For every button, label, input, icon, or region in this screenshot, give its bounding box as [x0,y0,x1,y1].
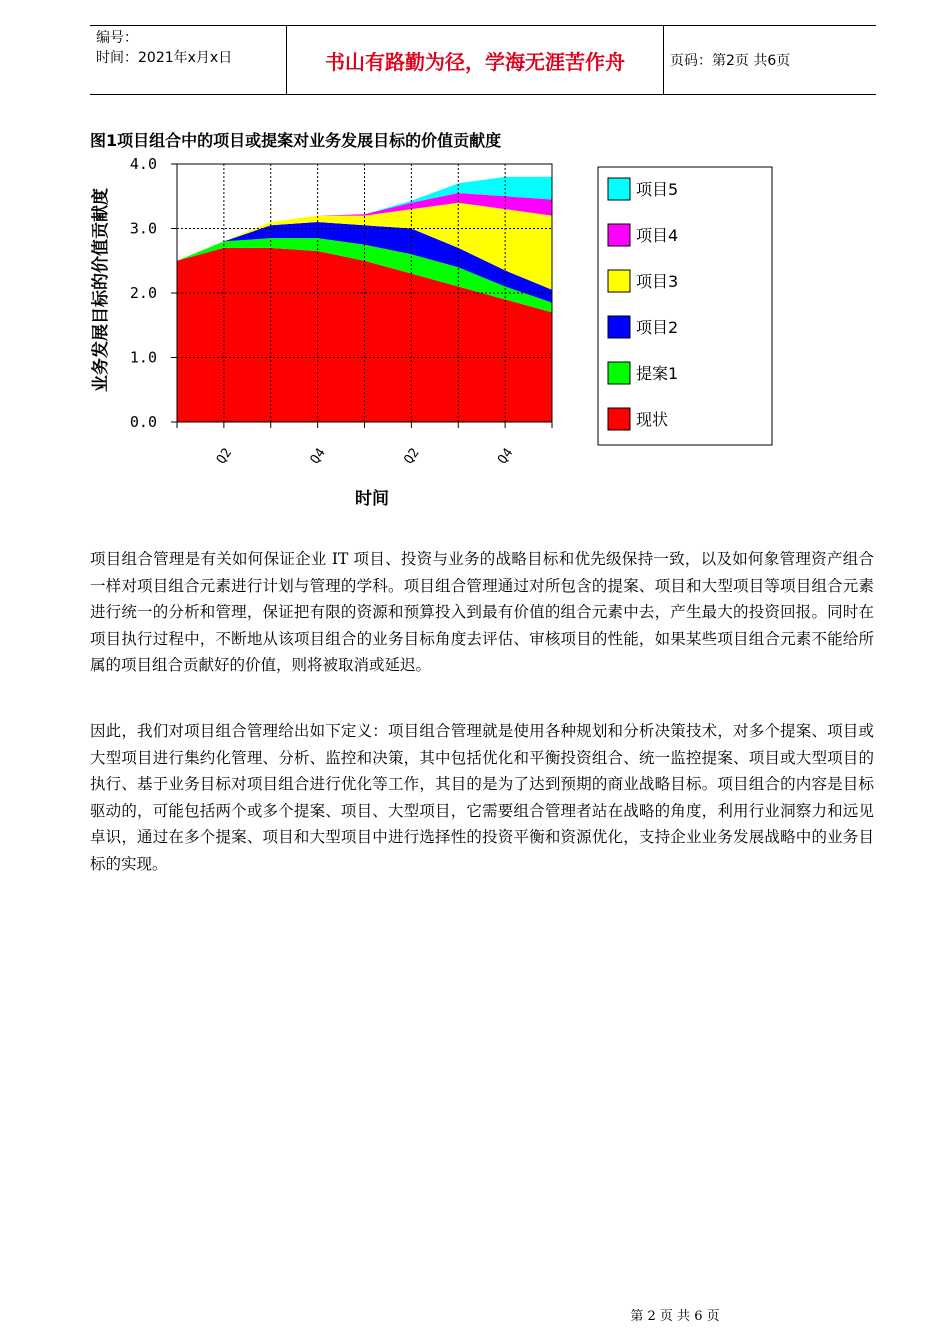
y-tick-label: 4.0 [129,155,157,173]
x-tick-label: Q2 [401,445,423,468]
legend-swatch [608,178,630,200]
x-tick-label: Q4 [495,445,517,468]
y-tick-label: 1.0 [129,348,157,367]
paragraph-portfolio-management: 项目组合管理是有关如何保证企业 IT 项目、投资与业务的战略目标和优先级保持一致，以及如何象管理资产组合一样对项目组合元素进行计划与管理的学科。项目组合管理通过对所包含的提案、项目和大型项目等项目组合元素进行统一的分析和管理，保证把有限的资源和预算投入到最有价值的组合元素中去，产生最大的投资回报。同时在项目执行过程中，不断地从该项目组合的业务目标角度去评估、审核项目的性能，如果某些项目组合元素不能给所属的项目组合贡献好的价值，则将被取消或延迟。 [90,550,874,674]
x-tick-label: Q2 [213,445,236,468]
legend-swatch [608,270,630,292]
document-number-label: 编号： [96,30,138,46]
y-tick-label: 2.0 [129,284,157,302]
document-time-label: 时间：2021年x月x日 [96,50,233,66]
legend-label: 现状 [636,410,669,429]
legend-label: 项目4 [636,226,679,245]
legend-label: 项目5 [636,180,679,199]
paragraph-definition: 因此，我们对项目组合管理给出如下定义：项目组合管理就是使用各种规划和分析决策技术，对多个提案、项目或大型项目进行集约化管理、分析、监控和决策，其中包括优化和平衡投资组合、统一监控提案、项目或大型项目的执行、基于业务目标对项目组合进行优化等工作，其目的是为了达到预期的商业战略目标。项目组合的内容是目标驱动的，可能包括两个或多个提案、项目、大型项目，它需要组合管理者站在战略的角度，利用行业洞察力和远见卓识，通过在多个提案、项目和大型项目中进行选择性的投资平衡和资源优化，支持企业业务发展战略中的业务目标的实现。 [90,722,874,873]
legend-swatch [608,224,630,246]
x-tick-label: Q4 [307,445,329,468]
header-page-label: 页码：第2页 共6页 [670,53,791,69]
header-motto: 书山有路勤为径，学海无涯苦作舟 [286,26,664,94]
page-footer [0,1305,950,1324]
y-tick-label: 0.0 [129,413,157,431]
legend-swatch [608,316,630,338]
figure-title: 图1项目组合中的项目或提案对业务发展目标的价值贡献度 [90,131,502,150]
y-axis-label: 业务发展目标的价值贡献度 [91,188,111,392]
page-header [90,25,876,95]
legend-swatch [608,408,630,430]
y-tick-label: 3.0 [129,219,157,238]
stacked-area-chart [90,150,790,520]
footer-page-number: 第 2 页 共 6 页 [630,1309,720,1324]
x-axis-label: 时间 [355,489,389,509]
legend-label: 项目2 [636,318,679,337]
legend-label: 项目3 [636,272,679,291]
legend-swatch [608,362,630,384]
header-left [96,28,286,68]
legend-box [598,167,772,445]
legend-label: 提案1 [636,364,679,383]
